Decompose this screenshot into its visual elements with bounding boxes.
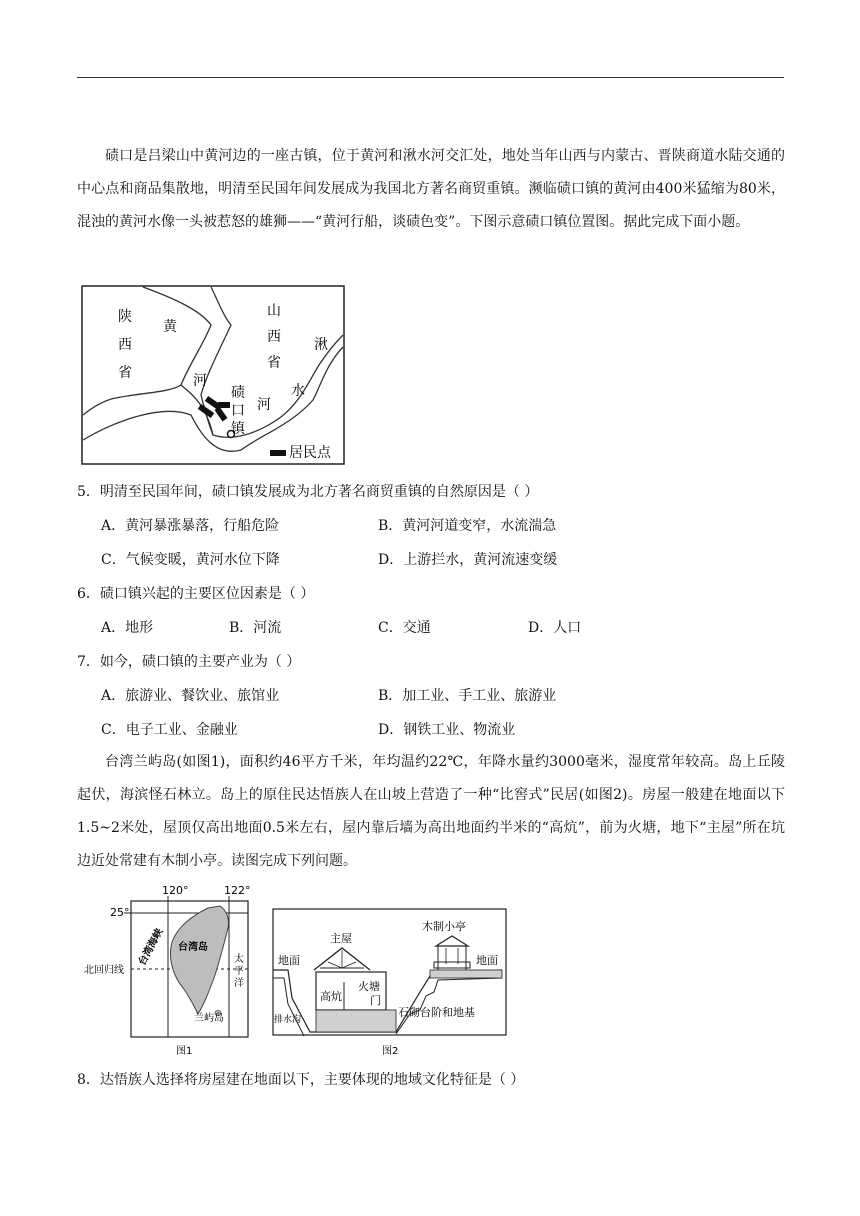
label-pacific-3: 洋 <box>234 978 244 989</box>
label-door: 门 <box>370 994 381 1007</box>
fig2-caption: 图2 <box>382 1046 399 1057</box>
q6-option-d: D．人口 <box>528 620 582 636</box>
passage-qikou: 碛口是吕梁山中黄河边的一座古镇，位于黄河和湫水河交汇处，地处当年山西与内蒙古、晋陕商道水陆交通的中心点和商品集散地，明清至民国年间发展成为我国北方著名商贸重镇。濒临碛口镇的黄河由400米猛缩为80米，混浊的黄河水像一头被惹怒的雄狮——“黄河行船，谈碛色变”。下图示意碛口镇位置图。据此完成下面小题。 <box>77 148 785 230</box>
legend-label: 居民点 <box>289 445 331 461</box>
q5-option-a: A．黄河暴涨暴落，行船危险 <box>101 518 280 534</box>
house-foundation <box>316 1010 396 1032</box>
question-6-stem: 6．碛口镇兴起的主要区位因素是（ ） <box>77 586 315 602</box>
question-7-stem: 7．如今，碛口镇的主要产业为（ ） <box>77 654 301 670</box>
q7-option-b: B．加工业、手工业、旅游业 <box>378 688 557 704</box>
label-lon-120: 120° <box>162 886 189 897</box>
label-lanyu: 兰屿岛 <box>194 1013 224 1024</box>
label-shui: 水 <box>291 383 305 399</box>
q5-option-c: C．气候变暖，黄河水位下降 <box>101 552 280 568</box>
label-shan: 山 <box>267 303 281 319</box>
figure-1-taiwan-map <box>80 886 262 1058</box>
q7-option-c: C．电子工业、金融业 <box>101 722 238 738</box>
label-ground-right: 地面 <box>476 954 498 967</box>
label-he: 河 <box>193 373 207 389</box>
label-kang: 高炕 <box>320 990 342 1003</box>
label-lat-25: 25° <box>110 906 130 919</box>
label-steps: 石砌台阶和地基 <box>398 1006 475 1019</box>
q6-option-a: A．地形 <box>101 620 154 636</box>
passage-lanyu: 台湾兰屿岛(如图1)，面积约46平方千米，年均温约22℃，年降水量约3000毫米，湿度常年较高。岛上丘陵起伏，海滨怪石林立。岛上的原住民达悟族人在山坡上营造了一种“比窖式”民居(如图2)。房屋一般建在地面以下1.5~2米处，屋顶仅高出地面0.5米左右，屋内靠后墙为高出地面约半米的“高炕”，前为火塘，地下“主屋”所在坑边近处常建有木制小亭。读图完成下列问题。 <box>77 754 785 869</box>
legend-settlement-icon <box>270 450 286 456</box>
label-lon-122: 122° <box>224 886 251 897</box>
label-qi: 碛 <box>231 385 245 401</box>
label-pavilion: 木制小亭 <box>422 920 466 933</box>
label-zhen: 镇 <box>231 421 245 437</box>
label-taiwan-strait: 台湾海峡 <box>136 926 166 968</box>
question-8-stem: 8．达悟族人选择将房屋建在地面以下，主要体现的地域文化特征是（ ） <box>77 1072 525 1088</box>
label-ground-left: 地面 <box>278 954 300 967</box>
label-taiwan-island: 台湾岛 <box>178 942 208 953</box>
label-main-house: 主屋 <box>330 932 352 945</box>
label-xi: 西 <box>118 337 132 353</box>
label-tropic: 北回归线 <box>84 965 124 976</box>
label-qiu: 湫 <box>314 337 328 353</box>
figure-2-house-section <box>270 906 508 1058</box>
label-fire-pit: 火塘 <box>358 980 380 993</box>
q7-option-a: A．旅游业、餐饮业、旅馆业 <box>101 688 280 704</box>
settlement-mark <box>218 402 230 408</box>
label-kou: 口 <box>231 403 245 419</box>
qikou-location-map <box>81 285 345 467</box>
label-sheng: 省 <box>118 365 132 381</box>
ground-right-band <box>430 970 502 978</box>
q5-option-d: D．上游拦水，黄河流速变缓 <box>378 552 558 568</box>
label-shaan: 陕 <box>118 309 132 325</box>
fig1-caption: 图1 <box>176 1046 193 1057</box>
label-pacific-2: 平 <box>234 966 244 977</box>
q6-option-c: C．交通 <box>378 620 431 636</box>
label-xi2: 西 <box>267 329 281 345</box>
q5-option-b: B．黄河河道变窄，水流湍急 <box>378 518 557 534</box>
question-5-stem: 5．明清至民国年间，碛口镇发展成为北方著名商贸重镇的自然原因是（ ） <box>77 484 539 500</box>
label-huang: 黄 <box>163 319 177 335</box>
label-pacific-1: 太 <box>234 954 244 965</box>
label-ditch: 排水沟 <box>274 1015 302 1025</box>
q7-option-d: D．钢铁工业、物流业 <box>378 722 516 738</box>
label-sheng2: 省 <box>267 355 281 371</box>
header-rule <box>77 77 784 78</box>
label-he2: 河 <box>257 397 271 413</box>
q6-option-b: B．河流 <box>229 620 282 636</box>
